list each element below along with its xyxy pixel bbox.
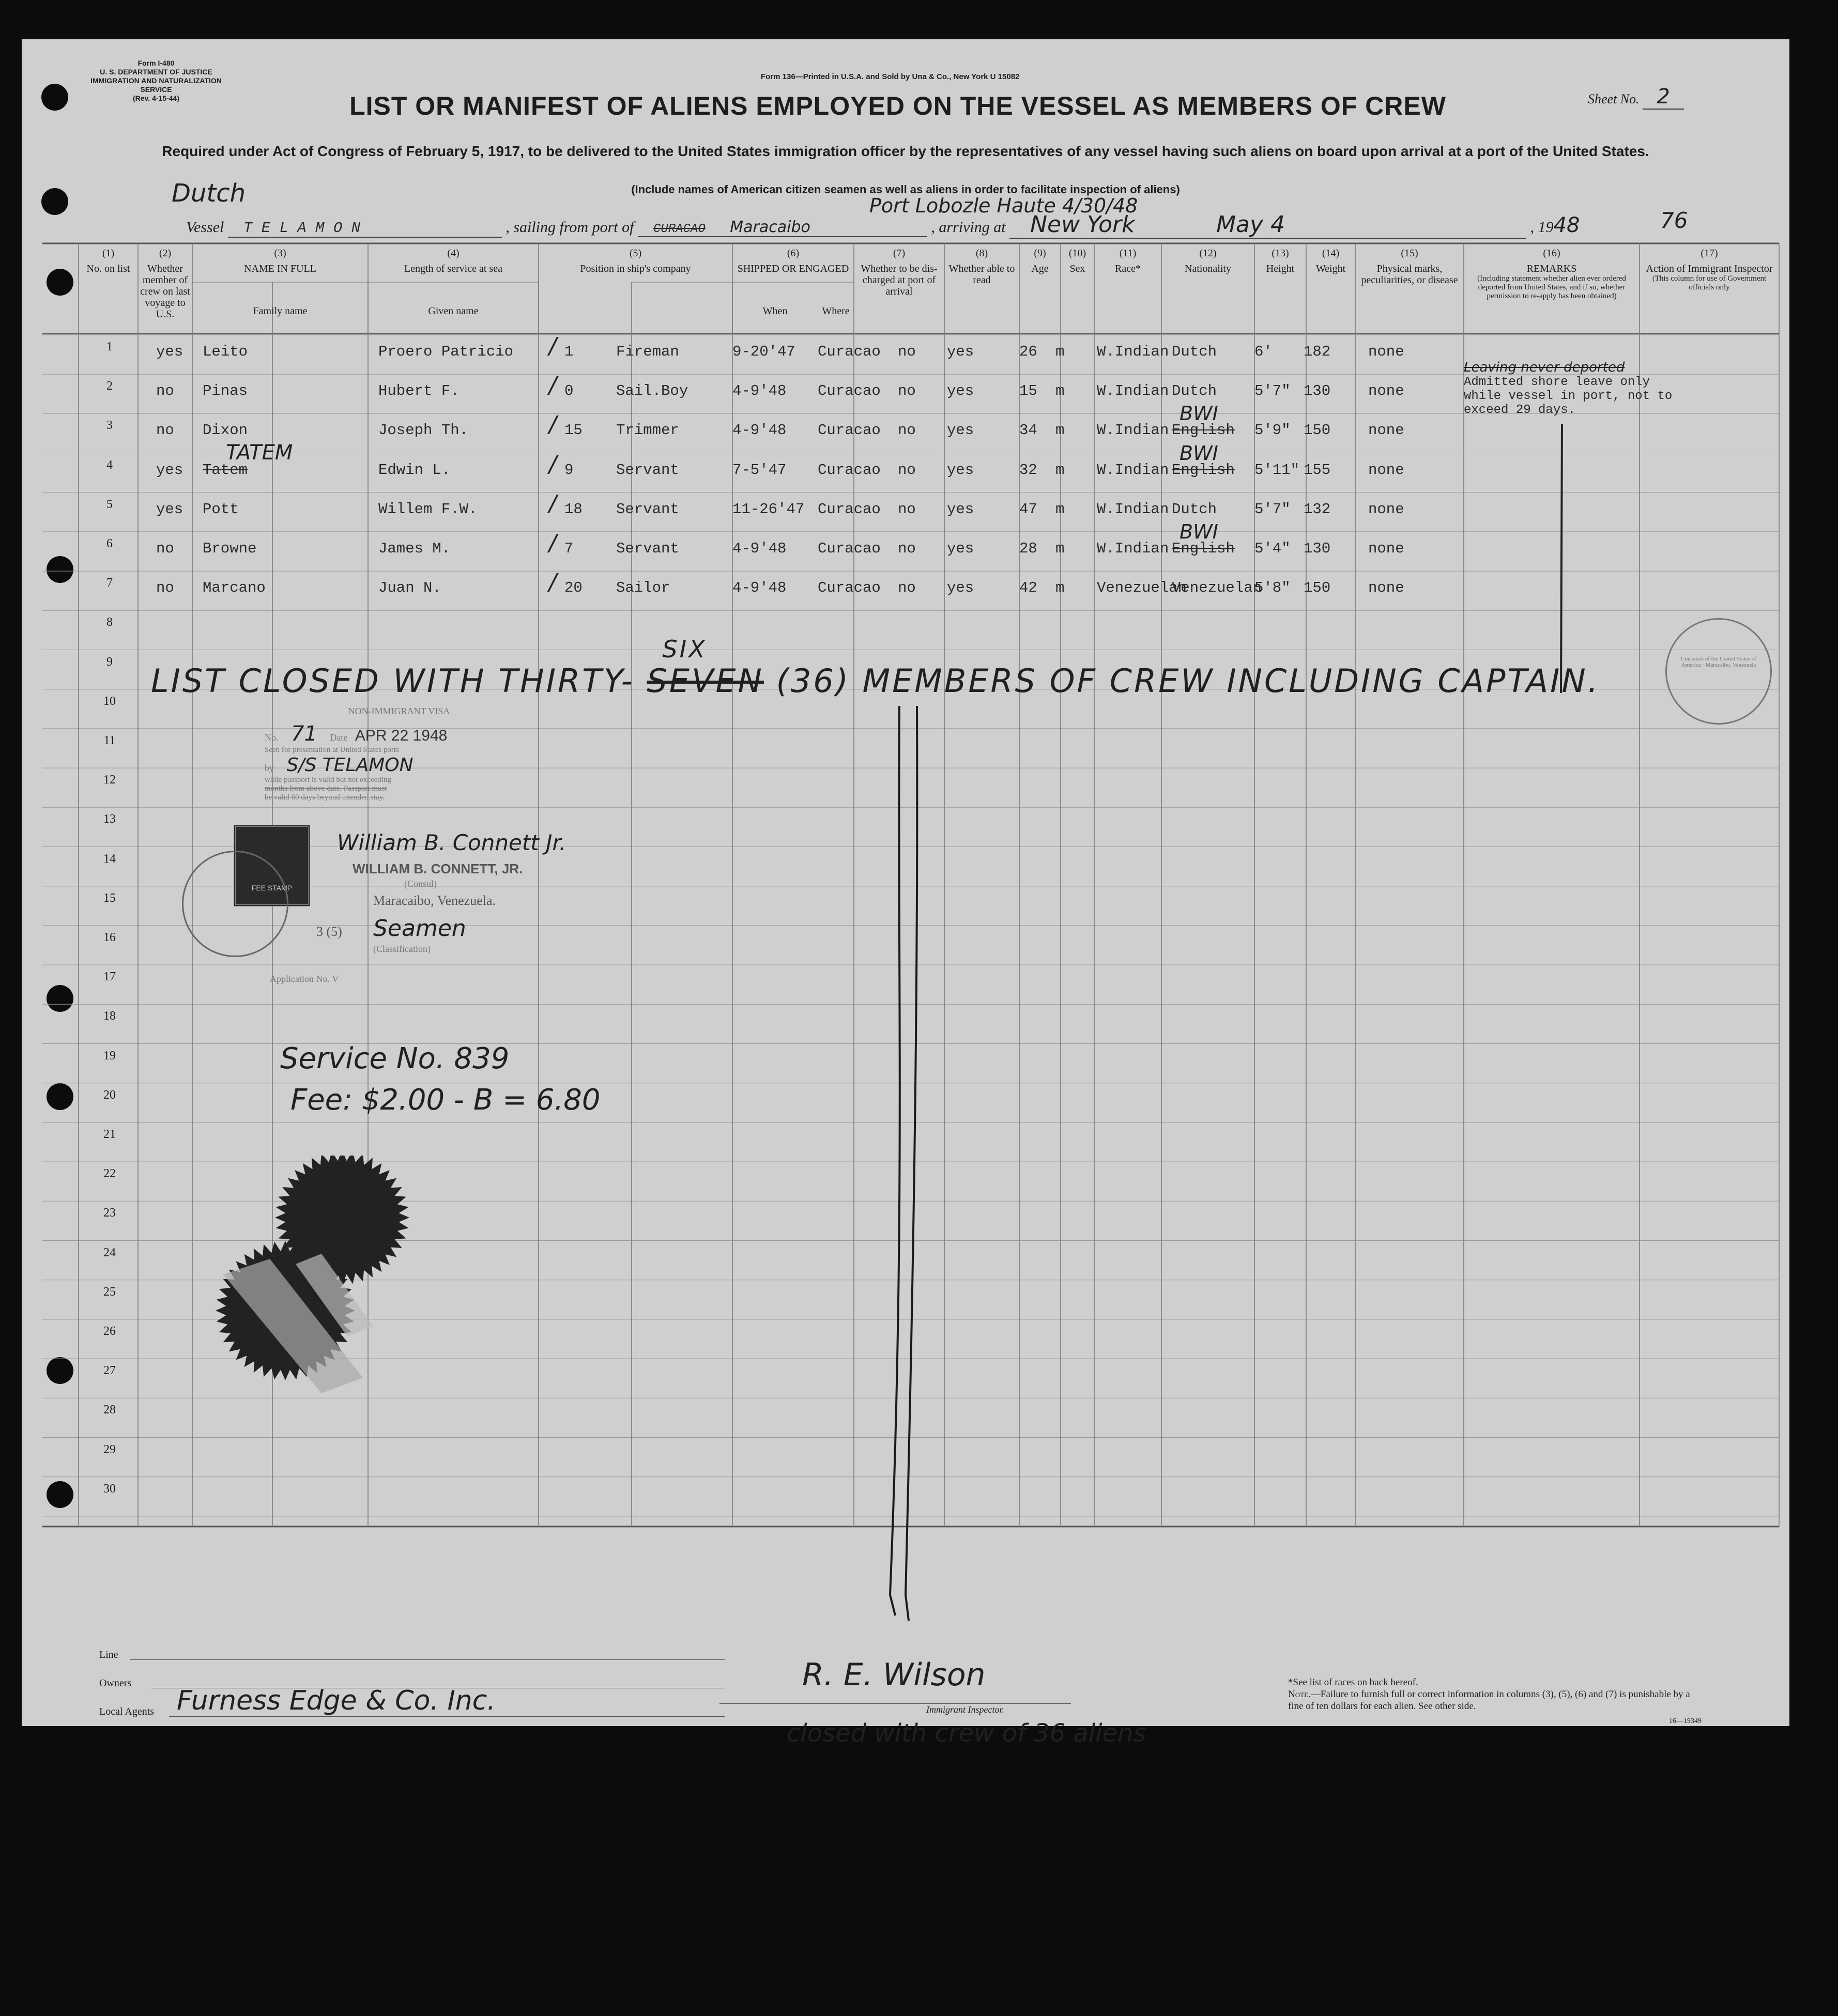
- consul-seal-left: [182, 851, 288, 957]
- column-number: (11): [1119, 248, 1137, 259]
- cell-given: Proero Patricio: [378, 343, 514, 360]
- cell-family: Leito: [203, 343, 248, 360]
- cell-height: 5'4": [1254, 540, 1291, 557]
- note-text: —Failure to furnish full or correct information in columns (3), (5), (6) and (7) is punishable by a fine of ten dollars for each alien. See other side.: [1288, 1689, 1690, 1712]
- cell-discharged: no: [898, 461, 916, 479]
- column-label: Height: [1266, 263, 1295, 274]
- column-header: [732, 248, 854, 274]
- remarks-struck: Leaving never deported: [1464, 360, 1625, 375]
- row-number: 12: [103, 773, 116, 787]
- row-number: 4: [106, 458, 113, 472]
- column-label: Whether member of crew on last voyage to U.S.: [140, 263, 190, 320]
- cell-discharged: no: [898, 382, 916, 400]
- column-header: [1161, 248, 1254, 274]
- cell-where: Curacao: [818, 343, 881, 360]
- column-header: [1306, 248, 1355, 274]
- cell-height: 6': [1254, 343, 1273, 360]
- visa-classification: Seamen: [373, 915, 466, 942]
- column-label: REMARKS: [1526, 263, 1577, 274]
- column-number: (3): [274, 248, 286, 259]
- cell-race: W.Indian: [1097, 382, 1169, 400]
- cell-age: 26: [1019, 343, 1037, 360]
- column-number: (16): [1543, 248, 1560, 259]
- cell-service: 0: [564, 382, 574, 400]
- remarks-block: [1464, 360, 1681, 417]
- footer-line-label: [99, 1649, 118, 1661]
- cell-age: 15: [1019, 382, 1037, 400]
- row-number: 22: [103, 1167, 116, 1181]
- cell-family: Marcano: [203, 579, 266, 597]
- cell-when: 7-5'47: [732, 461, 787, 479]
- column-header: [1464, 248, 1640, 301]
- cell-last-voyage: no: [156, 382, 174, 400]
- column-subheader: When: [762, 305, 788, 317]
- cell-height: 5'11": [1254, 461, 1300, 479]
- cell-family: Pott: [203, 500, 239, 518]
- footer-line: Line: [99, 1649, 118, 1660]
- consul-city: Maracaibo, Venezuela.: [373, 893, 496, 908]
- row-number: 28: [103, 1403, 116, 1417]
- arriving-port: New York: [1030, 211, 1135, 238]
- family-correction: TATEM: [226, 440, 293, 465]
- cell-race: Venezuelan: [1097, 579, 1187, 597]
- cell-position: Trimmer: [616, 422, 679, 439]
- cell-discharged: no: [898, 579, 916, 597]
- cell-position: Servant: [616, 540, 679, 557]
- service-number: Service No. 839: [280, 1042, 510, 1075]
- row-number: 14: [103, 852, 116, 866]
- column-number: (15): [1401, 248, 1418, 259]
- cell-when: 11-26'47: [732, 500, 805, 518]
- cell-read: yes: [947, 382, 974, 400]
- row-number: 2: [106, 379, 113, 393]
- column-number: (8): [975, 248, 988, 259]
- cell-sex: m: [1055, 540, 1065, 557]
- row-number: 1: [106, 340, 113, 353]
- check-mark: /: [549, 411, 557, 438]
- nationality-correction: BWI: [1180, 441, 1218, 465]
- check-mark: /: [549, 372, 557, 399]
- service-name: IMMIGRATION AND NATURALIZATION SERVICE: [90, 76, 222, 94]
- cell-race: W.Indian: [1097, 422, 1169, 439]
- right-seal-text: Consulate of the United States of America · Maracaibo, Venezuela: [1681, 656, 1756, 668]
- form-code: 16—19349: [1669, 1717, 1702, 1725]
- cell-marks: none: [1368, 500, 1404, 518]
- cell-when: 4-9'48: [732, 540, 787, 557]
- column-number: (14): [1322, 248, 1340, 259]
- cell-family: Browne: [203, 540, 257, 557]
- cell-age: 32: [1019, 461, 1037, 479]
- visa-by-label: by: [265, 763, 274, 773]
- visa-date-label: Date: [330, 732, 348, 743]
- cell-marks: none: [1368, 422, 1404, 439]
- column-header: [138, 248, 192, 320]
- cell-family: Tatem: [203, 461, 248, 479]
- sailing-port: Maracaibo: [730, 218, 810, 236]
- row-number: 8: [106, 615, 113, 629]
- row-number: 11: [103, 734, 116, 747]
- column-header: [1094, 248, 1161, 274]
- cell-weight: 130: [1304, 382, 1331, 400]
- visa-count: 3 (5): [316, 924, 342, 939]
- visa-line-1: Seen for presentation at United States ports: [265, 746, 399, 754]
- cell-family: Pinas: [203, 382, 248, 400]
- cell-discharged: no: [898, 540, 916, 557]
- visa-line-2: while passport is valid but not exceeding: [265, 776, 391, 784]
- cell-given: Edwin L.: [378, 461, 451, 479]
- column-header: [539, 248, 732, 274]
- consul-name: WILLIAM B. CONNETT, JR.: [353, 861, 523, 876]
- closed-note: closed with crew of 36 aliens: [787, 1719, 1146, 1748]
- closing-note: [151, 635, 1600, 700]
- cell-read: yes: [947, 343, 974, 360]
- cell-age: 42: [1019, 579, 1037, 597]
- column-number: (12): [1199, 248, 1217, 259]
- cell-age: 34: [1019, 422, 1037, 439]
- row-number: 26: [103, 1325, 116, 1338]
- row-number: 25: [103, 1285, 116, 1299]
- closing-struck: SEVEN: [647, 662, 764, 700]
- note-races: *See list of races on back hereof.: [1288, 1677, 1418, 1688]
- cell-race: W.Indian: [1097, 461, 1169, 479]
- cell-service: 7: [564, 540, 574, 557]
- column-label: Action of Immigrant Inspector: [1646, 263, 1773, 274]
- column-number: (4): [447, 248, 460, 259]
- cell-age: 28: [1019, 540, 1037, 557]
- row-number: 5: [106, 497, 113, 511]
- cell-where: Curacao: [818, 500, 881, 518]
- column-label: Position in ship's company: [580, 263, 691, 274]
- row-number: 6: [106, 537, 113, 550]
- sheet-label: Sheet No.: [1588, 91, 1640, 106]
- remarks-line-1: Admitted shore leave only: [1464, 375, 1650, 389]
- visa-stamp: [265, 706, 533, 802]
- cell-position: Servant: [616, 500, 679, 518]
- cell-given: Juan N.: [378, 579, 441, 597]
- cell-weight: 155: [1304, 461, 1331, 479]
- visa-vessel: S/S TELAMON: [286, 755, 413, 776]
- nationality-correction: BWI: [1180, 402, 1218, 425]
- column-subheader: Where: [822, 305, 850, 317]
- cell-nationality: Dutch: [1172, 343, 1217, 360]
- visa-no-label: No.: [265, 732, 279, 743]
- cell-when: 9-20'47: [732, 343, 795, 360]
- cell-race: W.Indian: [1097, 343, 1169, 360]
- fee-note: Fee: $2.00 - B = 6.80: [290, 1083, 601, 1117]
- cell-nationality: Venezuelan: [1172, 579, 1262, 597]
- cell-marks: none: [1368, 343, 1404, 360]
- remarks-line-2: while vessel in port, not to: [1464, 389, 1673, 403]
- row-number: 21: [103, 1128, 116, 1141]
- cell-read: yes: [947, 579, 974, 597]
- closing-inserted: SIX: [662, 635, 707, 663]
- cell-weight: 182: [1304, 343, 1331, 360]
- row-number: 30: [103, 1482, 116, 1496]
- pen-cancel-lines: [875, 706, 937, 1626]
- column-header: [1019, 248, 1061, 274]
- column-number: (1): [102, 248, 115, 259]
- cell-sex: m: [1055, 500, 1065, 518]
- row-number: 17: [103, 970, 116, 984]
- arriving-label: , arriving at: [931, 219, 1006, 236]
- cell-height: 5'7": [1254, 500, 1291, 518]
- cell-given: Willem F.W.: [378, 500, 478, 518]
- cell-when: 4-9'48: [732, 579, 787, 597]
- vessel-label: Vessel: [186, 219, 224, 236]
- cell-service: 18: [564, 500, 583, 518]
- inspector-rule: [719, 1703, 1071, 1704]
- column-header: [944, 248, 1019, 286]
- manifest-sheet: [22, 39, 1789, 1748]
- required-line: Required under Act of Congress of February 5, 1917, to be delivered to the United States immigration officer by the representatives of any vessel having such aliens on board upon arrival at a port of the United States.: [162, 143, 1649, 159]
- cell-service: 15: [564, 422, 583, 439]
- footer-agents-rule: [169, 1716, 725, 1717]
- cell-height: 5'8": [1254, 579, 1291, 597]
- cell-last-voyage: yes: [156, 461, 183, 479]
- cell-nationality: English: [1172, 461, 1235, 479]
- visa-line-3: months from above date. Passport must: [265, 784, 387, 793]
- footer-owners: Owners: [99, 1678, 132, 1689]
- row-number: 24: [103, 1245, 116, 1259]
- page-title: LIST OR MANIFEST OF ALIENS EMPLOYED ON THE VESSEL AS MEMBERS OF CREW: [349, 91, 1446, 120]
- cell-position: Sailor: [616, 579, 670, 597]
- flag-hand: Dutch: [172, 179, 246, 208]
- consul-signature: William B. Connett Jr.: [337, 830, 566, 855]
- visa-no-value: 71: [291, 722, 317, 746]
- column-header: [192, 248, 368, 274]
- classification-label: (Classification): [373, 944, 431, 954]
- column-label: Whether to be dis-charged at port of arrival: [861, 263, 938, 297]
- column-label: Race*: [1115, 263, 1141, 274]
- arrival-date: May 4: [1216, 211, 1285, 238]
- cell-read: yes: [947, 461, 974, 479]
- row-number: 23: [103, 1206, 116, 1220]
- cell-position: Sail.Boy: [616, 382, 688, 400]
- cell-where: Curacao: [818, 461, 881, 479]
- revision: (Rev. 4-15-44): [132, 94, 179, 102]
- embossed-seals: [187, 1156, 456, 1404]
- page-number: 76: [1660, 208, 1688, 233]
- cell-sex: m: [1055, 422, 1065, 439]
- row-number: 18: [103, 1009, 116, 1023]
- cell-nationality: English: [1172, 422, 1235, 439]
- row-number: 13: [103, 812, 116, 826]
- column-header: [1061, 248, 1094, 274]
- visa-line-4: be valid 60 days beyond intended stay.: [265, 793, 385, 802]
- column-number: (2): [159, 248, 172, 259]
- cell-sex: m: [1055, 461, 1065, 479]
- column-subheader: Given name: [428, 305, 479, 317]
- column-header: [1640, 248, 1779, 292]
- cell-marks: none: [1368, 540, 1404, 557]
- footer-agents: Local Agents: [99, 1706, 155, 1717]
- check-mark: /: [549, 490, 557, 517]
- cell-given: James M.: [378, 540, 451, 557]
- include-line: (Include names of American citizen seamen as well as aliens in order to facilitate inspection of aliens): [631, 183, 1180, 196]
- inspector-signature: R. E. Wilson: [802, 1657, 986, 1693]
- footer-agents-hand: Furness Edge & Co. Inc.: [177, 1685, 496, 1716]
- column-label: No. on list: [86, 263, 130, 274]
- cell-weight: 130: [1304, 540, 1331, 557]
- cell-family: Dixon: [203, 422, 248, 439]
- cell-marks: none: [1368, 579, 1404, 597]
- cell-marks: none: [1368, 461, 1404, 479]
- column-header: [1355, 248, 1464, 286]
- cell-weight: 150: [1304, 579, 1331, 597]
- cell-nationality: Dutch: [1172, 382, 1217, 400]
- closing-text: LIST CLOSED WITH THIRTY-: [151, 662, 635, 700]
- cell-where: Curacao: [818, 540, 881, 557]
- cell-given: Joseph Th.: [378, 422, 469, 439]
- fee-stamp-label: FEE STAMP: [251, 884, 293, 892]
- row-number: 19: [103, 1049, 116, 1063]
- cell-race: W.Indian: [1097, 540, 1169, 557]
- column-label: Nationality: [1185, 263, 1231, 274]
- cell-service: 20: [564, 579, 583, 597]
- check-mark: /: [549, 569, 557, 596]
- column-detail: (Including statement whether alien ever ordered deported from United States, and if so, whether permission to re-apply has been obtained): [1477, 274, 1626, 300]
- visa-date-value: APR 22 1948: [355, 727, 448, 744]
- cell-weight: 150: [1304, 422, 1331, 439]
- row-number: 16: [103, 931, 116, 944]
- column-subheader: Family name: [253, 305, 308, 317]
- via-note: Port Lobozle Haute 4/30/48: [869, 194, 1138, 217]
- cell-sex: m: [1055, 579, 1065, 597]
- column-label: Whether able to read: [948, 263, 1015, 286]
- remarks-line-3: exceed 29 days.: [1464, 403, 1576, 417]
- cell-position: Fireman: [616, 343, 679, 360]
- column-detail: (This column for use of Government officials only: [1652, 274, 1767, 291]
- year-prefix: , 19: [1530, 219, 1554, 236]
- form-number: Form I-480: [137, 59, 175, 67]
- consul-title: (Consul): [404, 879, 437, 889]
- column-label: Sex: [1069, 263, 1085, 274]
- cell-where: Curacao: [818, 579, 881, 597]
- column-label: Length of service at sea: [404, 263, 502, 274]
- column-number: (5): [629, 248, 642, 259]
- visa-heading: NON-IMMIGRANT VISA: [348, 706, 450, 716]
- column-number: (13): [1272, 248, 1289, 259]
- cell-read: yes: [947, 500, 974, 518]
- row-number: 3: [106, 419, 113, 433]
- cell-discharged: no: [898, 422, 916, 439]
- cell-read: yes: [947, 540, 974, 557]
- cell-when: 4-9'48: [732, 422, 787, 439]
- cell-weight: 132: [1304, 500, 1331, 518]
- column-header: [79, 248, 138, 274]
- column-label: Weight: [1315, 263, 1346, 274]
- printer-note: Form 136—Printed in U.S.A. and Sold by Una & Co., New York U 15082: [761, 72, 1020, 81]
- cell-when: 4-9'48: [732, 382, 787, 400]
- column-header: [1254, 248, 1306, 274]
- column-number: (6): [787, 248, 800, 259]
- cell-height: 5'7": [1254, 382, 1291, 400]
- check-mark: /: [549, 451, 557, 478]
- footer-notes: [1288, 1676, 1702, 1727]
- note-label: Note.: [1288, 1689, 1311, 1700]
- column-label: NAME IN FULL: [244, 263, 316, 274]
- sailing-struck: CURACAO: [653, 222, 706, 236]
- cell-height: 5'9": [1254, 422, 1291, 439]
- column-number: (17): [1701, 248, 1718, 259]
- department: U. S. DEPARTMENT OF JUSTICE: [100, 68, 212, 76]
- column-label: SHIPPED OR ENGAGED: [737, 263, 849, 274]
- cell-where: Curacao: [818, 382, 881, 400]
- cell-age: 47: [1019, 500, 1037, 518]
- column-label: Physical marks, peculiarities, or disease: [1361, 263, 1458, 286]
- year-suffix: 48: [1553, 213, 1580, 237]
- cell-service: 1: [564, 343, 574, 360]
- cell-discharged: no: [898, 500, 916, 518]
- row-number: 7: [106, 576, 113, 590]
- row-number: 29: [103, 1442, 116, 1456]
- footer-line-rule: [130, 1659, 725, 1660]
- column-number: (10): [1068, 248, 1086, 259]
- cell-given: Hubert F.: [378, 382, 460, 400]
- vessel-name: T E L A M O N: [228, 220, 502, 238]
- remarks-ditto-line: [1557, 424, 1567, 698]
- sheet-value: 2: [1643, 85, 1684, 110]
- cell-read: yes: [947, 422, 974, 439]
- cell-discharged: no: [898, 343, 916, 360]
- row-number: 20: [103, 1088, 116, 1102]
- row-number: 15: [103, 891, 116, 905]
- check-mark: /: [549, 530, 557, 556]
- row-number: 9: [106, 655, 113, 669]
- column-label: Age: [1031, 263, 1049, 274]
- cell-nationality: English: [1172, 540, 1235, 557]
- column-number: (7): [893, 248, 906, 259]
- application-label: Application No. V: [270, 974, 339, 984]
- cell-sex: m: [1055, 343, 1065, 360]
- cell-sex: m: [1055, 382, 1065, 400]
- cell-position: Servant: [616, 461, 679, 479]
- cell-marks: none: [1368, 382, 1404, 400]
- column-number: (9): [1034, 248, 1046, 259]
- row-number: 27: [103, 1364, 116, 1378]
- nationality-correction: BWI: [1180, 520, 1218, 543]
- cell-race: W.Indian: [1097, 500, 1169, 518]
- consulate-seal-right: [1665, 618, 1772, 725]
- cell-where: Curacao: [818, 422, 881, 439]
- sailing-label: , sailing from port of: [506, 219, 634, 236]
- cell-last-voyage: yes: [156, 343, 183, 360]
- check-mark: /: [549, 333, 557, 359]
- column-header: [854, 248, 944, 297]
- closing-rest: (36) MEMBERS OF CREW INCLUDING CAPTAIN.: [776, 662, 1600, 700]
- cell-nationality: Dutch: [1172, 500, 1217, 518]
- inspector-label: Immigrant Inspector.: [926, 1704, 1004, 1715]
- cell-service: 9: [564, 461, 574, 479]
- cell-last-voyage: no: [156, 422, 174, 439]
- column-header: [368, 248, 539, 274]
- cell-last-voyage: yes: [156, 500, 183, 518]
- row-number: 10: [103, 694, 116, 708]
- cell-last-voyage: no: [156, 540, 174, 557]
- cell-last-voyage: no: [156, 579, 174, 597]
